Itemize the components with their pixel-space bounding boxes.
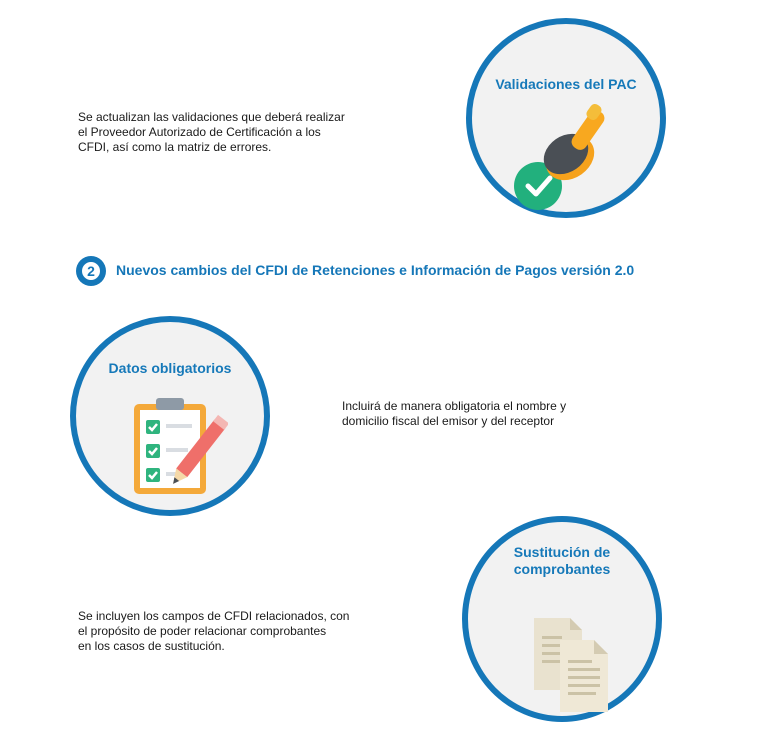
sustitucion-title-line: Sustitución de: [513, 544, 611, 560]
datos-description-line: Incluirá de manera obligatoria el nombre y: [342, 399, 567, 413]
pac-description-line: CFDI, así como la matriz de errores.: [78, 140, 272, 154]
sustitucion-description-line: en los casos de sustitución.: [78, 639, 225, 653]
section-header: [76, 256, 696, 286]
datos-description-line: domicilio fiscal del emisor y del receptor: [342, 414, 555, 428]
sustitucion-title: [468, 544, 656, 578]
datos-circle: [70, 316, 270, 516]
pac-description: [78, 110, 396, 155]
pac-title: Validaciones del PAC: [495, 76, 637, 92]
stamp-icon: [508, 100, 628, 210]
sustitucion-title-line: comprobantes: [513, 561, 611, 577]
sustitucion-description: [78, 609, 396, 654]
section-title: Nuevos cambios del CFDI de Retenciones e Información de Pagos versión 2.0: [116, 262, 635, 278]
documents-icon: [530, 614, 620, 714]
datos-description: [342, 399, 662, 429]
datos-title: Datos obligatorios: [108, 360, 232, 376]
sustitucion-circle: [462, 516, 662, 722]
clipboard-checklist-icon: [128, 394, 228, 504]
pac-description-line: el Proveedor Autorizado de Certificación a los: [78, 125, 321, 139]
sustitucion-description-line: el propósito de poder relacionar comprobantes: [78, 624, 327, 638]
section-number-badge: [76, 256, 106, 286]
sustitucion-description-line: Se incluyen los campos de CFDI relacionados, con: [78, 609, 350, 623]
pac-description-line: Se actualizan las validaciones que deberá realizar: [78, 110, 345, 124]
section-number: 2: [80, 260, 102, 282]
pac-circle: [466, 18, 666, 218]
